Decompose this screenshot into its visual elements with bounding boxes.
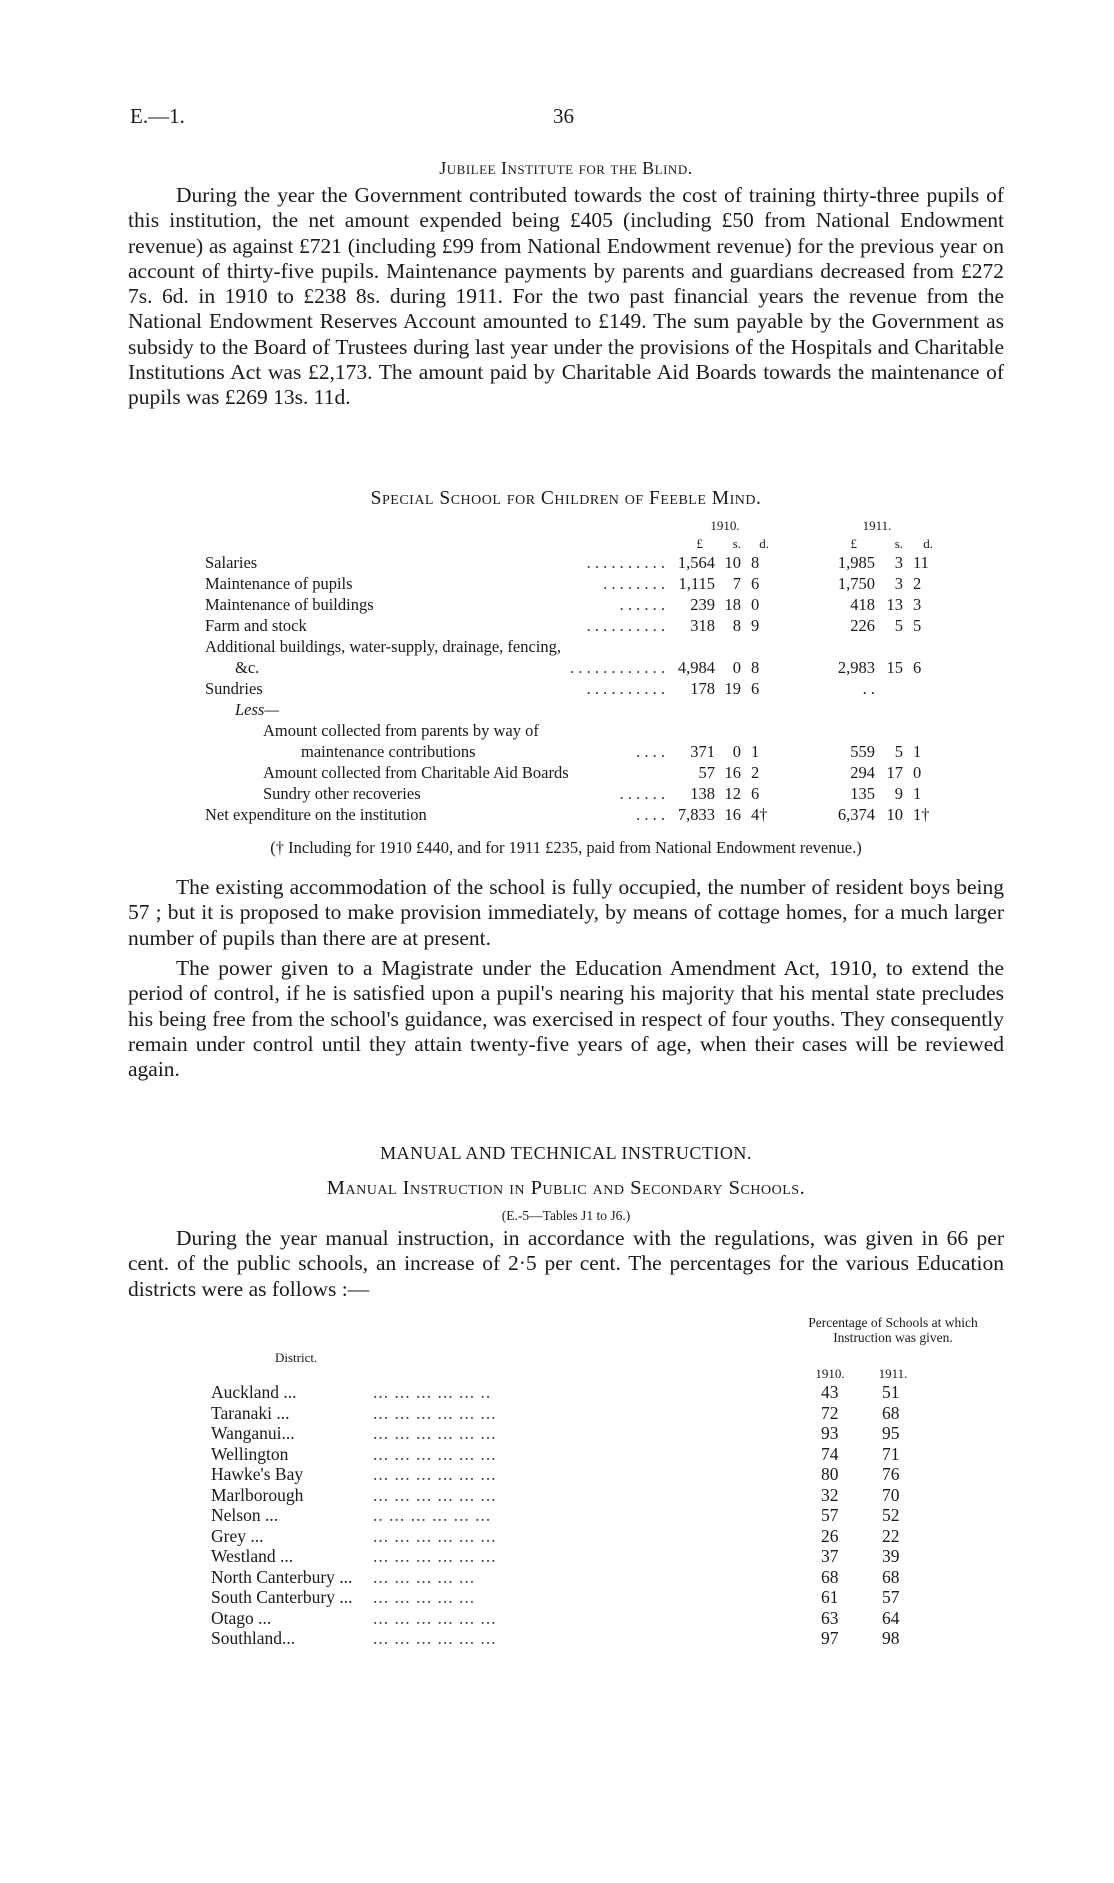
- table-row: [205, 741, 945, 762]
- value-1910: 97: [821, 1628, 839, 1648]
- value-1910-shillings: 0: [732, 742, 741, 761]
- value-1910-pounds: 1,564: [677, 553, 715, 572]
- unit-s-1911: s.: [894, 536, 903, 551]
- row-leader-dots: ... ... ... ... ... ...: [373, 1607, 497, 1628]
- row-leader-dots: ... ... ... ... ... ..: [373, 1382, 492, 1402]
- value-1911-pounds: 559: [850, 742, 875, 761]
- table-row: [205, 636, 945, 657]
- value-1911: 70: [882, 1484, 900, 1505]
- value-1911-pounds: 418: [850, 595, 875, 614]
- value-1911: 22: [882, 1525, 900, 1546]
- tables-reference: (E.-5—Tables J1 to J6.): [501, 1208, 631, 1223]
- table-row: [205, 1587, 1005, 1608]
- value-1911-shillings: 3: [894, 553, 903, 572]
- district-name: Hawke's Bay: [211, 1464, 304, 1484]
- table-row: [205, 699, 945, 720]
- value-1910-pounds: 239: [690, 595, 715, 614]
- row-leader-dots: .. ... ... ... ... ...: [373, 1505, 492, 1525]
- value-1910-pounds: 318: [690, 616, 715, 635]
- value-1910-shillings: 10: [724, 553, 741, 572]
- district-name: Taranaki ...: [211, 1402, 290, 1423]
- year-1911-header: 1911.: [862, 518, 892, 533]
- table-row: [205, 1485, 1005, 1506]
- row-label: Farm and stock: [205, 616, 307, 635]
- value-1910-pence: 2: [751, 763, 760, 782]
- table-row: [205, 552, 945, 573]
- table-row: [205, 762, 945, 783]
- value-1911-pence: 1: [913, 784, 922, 803]
- value-1910: 61: [821, 1587, 839, 1607]
- table-row: [205, 1382, 1005, 1403]
- district-name: Nelson ...: [211, 1505, 279, 1525]
- value-1910-pence: 0: [751, 595, 760, 614]
- value-1910-shillings: 16: [724, 763, 741, 782]
- percentage-column-header: Percentage of Schools at which Instruction was given.: [808, 1315, 978, 1345]
- report-code: E.—1.: [130, 104, 185, 128]
- row-label: Less—: [235, 700, 280, 719]
- value-1910-pounds: 7,833: [677, 805, 715, 824]
- year-1910-column-header: 1910.: [815, 1366, 845, 1381]
- value-1911-pounds: 1,985: [837, 553, 875, 572]
- manual-instruction-paragraph: During the year manual instruction, in accordance with the regulations, was given in 66 per cent. of the public schools, an increase of 2·5 per cent. The percentages for the various Education districts were as follows :—: [128, 1226, 1004, 1301]
- special-school-heading: Special School for Children of Feeble Mind.: [370, 488, 762, 509]
- value-1910-pence: 1: [751, 742, 760, 761]
- row-leader-dots: ... ... ... ... ... ...: [373, 1443, 497, 1464]
- table-row: [205, 1546, 1005, 1567]
- value-1911-pounds: 6,374: [837, 805, 875, 824]
- value-1911: 64: [882, 1607, 900, 1628]
- district-name: Westland ...: [211, 1546, 294, 1566]
- row-leader-dots: ... ... ... ... ... ...: [373, 1525, 497, 1546]
- value-1910: 26: [821, 1525, 839, 1546]
- district-name: South Canterbury ...: [211, 1587, 353, 1607]
- value-1911: 76: [882, 1464, 900, 1484]
- value-1911: 95: [882, 1423, 900, 1443]
- value-1911-pounds: 135: [850, 784, 875, 803]
- value-1910: 43: [821, 1382, 839, 1402]
- value-1910-shillings: 8: [732, 616, 741, 635]
- table-row: [205, 594, 945, 615]
- row-leader-dots: ... ... ... ... ... ...: [373, 1628, 497, 1648]
- row-leader-dots: . . . . . . . .: [603, 574, 665, 593]
- row-leader-dots: . . . .: [636, 805, 665, 824]
- table-row: [205, 1567, 1005, 1588]
- value-1910: 37: [821, 1546, 839, 1566]
- value-1911-shillings: 3: [894, 574, 903, 593]
- value-1910-pence: 9: [751, 616, 760, 635]
- accommodation-paragraph: The existing accommodation of the school is fully occupied, the number of resident boys being 57 ; but it is proposed to make provision immediately, by means of cottage homes, for a much larger number of pupils than there are at present.: [128, 875, 1004, 950]
- row-label: Sundry other recoveries: [263, 784, 421, 803]
- value-1910-pounds: 57: [698, 763, 715, 782]
- value-1911-pence: 1: [913, 742, 922, 761]
- table-row: [205, 1628, 1005, 1649]
- value-1911-pence: 2: [913, 574, 922, 593]
- district-name: Southland...: [211, 1628, 296, 1648]
- value-1911-pounds: 226: [850, 616, 875, 635]
- value-1910: 63: [821, 1607, 839, 1628]
- jubilee-paragraph: During the year the Government contributed towards the cost of training thirty-three pupils of this institution, the net amount expended being £405 (including £50 from National Endowment revenue) as against £721 (including £99 from National Endowment revenue) for the previous year on account of thirty-five pupils. Maintenance payments by parents and guardians decreased from £272 7s. 6d. in 1910 to £238 8s. during 1911. For the two past financial years the revenue from the National Endowment Reserves Account amounted to £149. The sum payable by the Government as subsidy to the Board of Trustees during last year under the provisions of the Hospitals and Charitable Institutions Act was £2,173. The amount paid by Charitable Aid Boards towards the maintenance of pupils was £269 13s. 11d.: [128, 183, 1004, 410]
- table-year-header: [205, 515, 945, 536]
- value-1910-shillings: 18: [724, 595, 741, 614]
- district-name: Auckland ...: [211, 1382, 297, 1402]
- value-1910: 80: [821, 1464, 839, 1484]
- value-1911-shillings: 5: [894, 742, 903, 761]
- unit-pound-1910: £: [696, 536, 703, 551]
- value-1911-pence: 6: [913, 658, 922, 677]
- table-row: [205, 657, 945, 678]
- value-1910-pounds: 1,115: [678, 574, 715, 593]
- value-1911-pence: 5: [913, 616, 922, 635]
- page-number: 36: [553, 104, 574, 128]
- value-1911-shillings: 10: [886, 805, 903, 824]
- row-leader-dots: . . . . . . . . . . . .: [570, 658, 665, 677]
- value-1910: 93: [821, 1423, 839, 1443]
- value-1910: 32: [821, 1484, 839, 1505]
- table-unit-header: [205, 536, 945, 552]
- value-1910-shillings: 12: [724, 784, 741, 803]
- value-1911: 98: [882, 1628, 900, 1648]
- value-1911-pence: 0: [913, 763, 922, 782]
- table-row: [205, 1403, 1005, 1424]
- district-column-header: District.: [275, 1350, 318, 1365]
- value-1910-pence: 8: [751, 553, 760, 572]
- district-name: Otago ...: [211, 1607, 272, 1628]
- row-leader-dots: . . . . . .: [619, 595, 665, 614]
- table-row: [205, 1526, 1005, 1547]
- value-1910-pence: 4†: [751, 805, 768, 824]
- row-label: maintenance contributions: [301, 742, 476, 761]
- table-row: [205, 678, 945, 699]
- value-1910-pounds: 371: [690, 742, 715, 761]
- table-row: [205, 573, 945, 594]
- row-label: Maintenance of pupils: [205, 574, 353, 593]
- unit-s-1910: s.: [732, 536, 741, 551]
- value-1910: 72: [821, 1402, 839, 1423]
- table-row: [205, 615, 945, 636]
- manual-instruction-subheading: Manual Instruction in Public and Secondary Schools.: [326, 1177, 806, 1199]
- district-name: Wellington: [211, 1443, 289, 1464]
- value-1910-shillings: 19: [724, 679, 741, 698]
- row-leader-dots: . . . . . . . . . .: [586, 679, 665, 698]
- row-label: Amount collected from parents by way of: [263, 721, 539, 740]
- value-1910-pence: 6: [751, 574, 760, 593]
- value-1911-pence: 11: [913, 553, 929, 572]
- district-name: North Canterbury ...: [211, 1566, 353, 1587]
- row-label: Amount collected from Charitable Aid Boards: [263, 763, 569, 782]
- value-1911-pounds: . .: [862, 679, 875, 698]
- table-row: [205, 1505, 1005, 1526]
- value-1910-pounds: 178: [690, 679, 715, 698]
- table-row: [205, 1464, 1005, 1485]
- special-school-finance-table: [205, 515, 945, 825]
- value-1911: 52: [882, 1505, 900, 1525]
- row-leader-dots: . . . . . . . . . .: [586, 553, 665, 572]
- row-leader-dots: . . . . . .: [619, 784, 665, 803]
- value-1911: 71: [882, 1443, 900, 1464]
- row-label: Sundries: [205, 679, 263, 698]
- row-label: Net expenditure on the institution: [205, 805, 427, 824]
- value-1910-shillings: 0: [732, 658, 741, 677]
- value-1911: 57: [882, 1587, 900, 1607]
- value-1910: 57: [821, 1505, 839, 1525]
- year-1910-header: 1910.: [710, 518, 740, 533]
- value-1911-pounds: 294: [850, 763, 875, 782]
- table-footnote: († Including for 1910 £440, and for 1911 £235, paid from National Endowment revenue.): [270, 838, 862, 857]
- value-1911: 51: [882, 1382, 900, 1402]
- value-1911-pounds: 2,983: [837, 658, 875, 677]
- table-row: [205, 783, 945, 804]
- row-label: Additional buildings, water-supply, drainage, fencing,: [205, 637, 562, 656]
- value-1911: 39: [882, 1546, 900, 1566]
- row-leader-dots: ... ... ... ... ...: [373, 1587, 476, 1607]
- row-leader-dots: ... ... ... ... ... ...: [373, 1484, 497, 1505]
- district-name: Marlborough: [211, 1484, 304, 1505]
- value-1911-pence: 1†: [913, 805, 930, 824]
- magistrate-power-paragraph: The power given to a Magistrate under the Education Amendment Act, 1910, to extend the period of control, if he is satisfied upon a pupil's nearing his majority that his mental state precludes his being free from the school's guidance, was exercised in respect of four youths. They consequently remain under control until they attain twenty-five years of age, when their cases will be reviewed again.: [128, 956, 1004, 1082]
- value-1910-shillings: 7: [732, 574, 741, 593]
- value-1911-shillings: 13: [886, 595, 903, 614]
- value-1910-pence: 8: [751, 658, 760, 677]
- value-1910-pounds: 4,984: [677, 658, 715, 677]
- unit-pound-1911: £: [850, 536, 857, 551]
- value-1911-shillings: 9: [894, 784, 903, 803]
- row-label: &c.: [235, 658, 260, 677]
- row-leader-dots: ... ... ... ... ... ...: [373, 1402, 497, 1423]
- row-leader-dots: . . . .: [636, 742, 665, 761]
- value-1910-shillings: 16: [724, 805, 741, 824]
- table-row: [205, 804, 945, 825]
- row-leader-dots: ... ... ... ... ... ...: [373, 1423, 497, 1443]
- row-leader-dots: . . . . . . . . . .: [586, 616, 665, 635]
- value-1911-pence: 3: [913, 595, 922, 614]
- year-1911-column-header: 1911.: [878, 1366, 908, 1381]
- district-rows: [205, 1382, 1005, 1649]
- row-label: Maintenance of buildings: [205, 595, 374, 614]
- value-1911-shillings: 17: [886, 763, 903, 782]
- value-1910-pence: 6: [751, 784, 760, 803]
- row-leader-dots: ... ... ... ... ...: [373, 1566, 476, 1587]
- table-row: [205, 1444, 1005, 1465]
- value-1911-pounds: 1,750: [837, 574, 875, 593]
- row-label: Salaries: [205, 553, 258, 572]
- value-1910: 68: [821, 1566, 839, 1587]
- value-1910: 74: [821, 1443, 839, 1464]
- row-leader-dots: ... ... ... ... ... ...: [373, 1464, 497, 1484]
- unit-d-1911: d.: [923, 536, 933, 551]
- district-name: Grey ...: [211, 1525, 264, 1546]
- table-row: [205, 1423, 1005, 1444]
- value-1911: 68: [882, 1402, 900, 1423]
- unit-d-1910: d.: [759, 536, 769, 551]
- value-1910-pence: 6: [751, 679, 760, 698]
- row-leader-dots: ... ... ... ... ... ...: [373, 1546, 497, 1566]
- value-1911-shillings: 5: [894, 616, 903, 635]
- manual-technical-heading: MANUAL AND TECHNICAL INSTRUCTION.: [380, 1143, 752, 1163]
- jubilee-heading: Jubilee Institute for the Blind.: [439, 158, 693, 178]
- value-1911: 68: [882, 1566, 900, 1587]
- district-name: Wanganui...: [211, 1423, 295, 1443]
- table-row: [205, 1608, 1005, 1629]
- table-row: [205, 720, 945, 741]
- value-1910-pounds: 138: [690, 784, 715, 803]
- value-1911-shillings: 15: [886, 658, 903, 677]
